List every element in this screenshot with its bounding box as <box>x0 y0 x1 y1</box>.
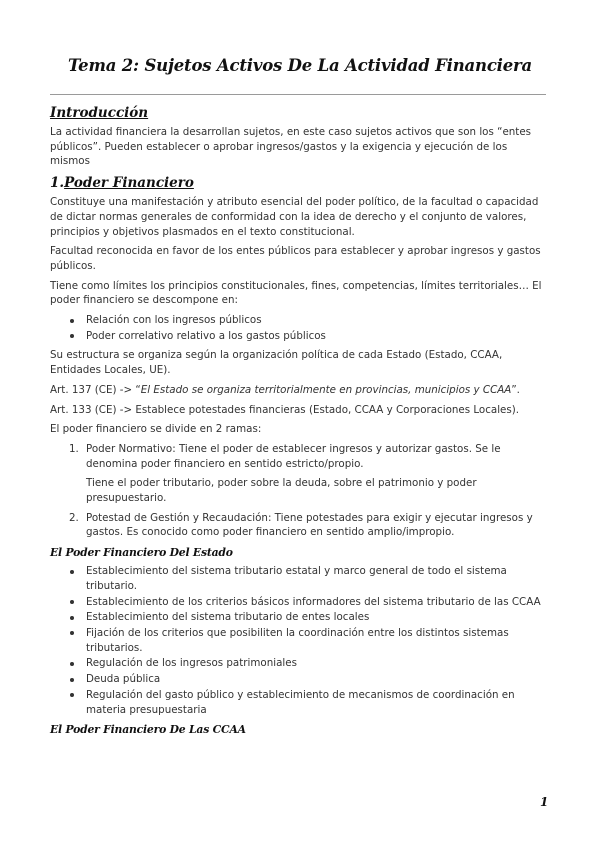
bullet-icon <box>70 334 74 338</box>
bullet-icon <box>70 600 74 604</box>
page-number: 1 <box>540 795 549 809</box>
document-body <box>50 104 550 741</box>
bullet-icon <box>70 693 74 697</box>
ramas-list <box>50 442 550 540</box>
list-item: Fijación de los criterios que posibiliten la coordinación entre los distintos sistemas tributarios. <box>50 626 550 655</box>
list-item: Poder correlativo relativo a los gastos públicos <box>50 329 550 344</box>
ccaa-heading: El Poder Financiero De Las CCAA <box>50 723 246 737</box>
poder-paragraph-2: Facultad reconocida en favor de los entes públicos para establecer y aprobar ingresos y gastos públicos. <box>50 245 541 272</box>
art-137-quote: El Estado se organiza territorialmente en provincias, municipios y CCAA <box>140 383 512 396</box>
bullet-icon <box>70 570 74 574</box>
document-title: Tema 2: Sujetos Activos De La Actividad Financiera <box>67 56 533 75</box>
estado-heading: El Poder Financiero Del Estado <box>50 546 233 560</box>
list-item: Deuda pública <box>50 672 550 687</box>
intro-heading: Introducción <box>50 105 149 121</box>
bullet-icon <box>70 319 74 323</box>
art-137-line: Art. 137 (CE) -> “El Estado se organiza territorialmente en provincias, municipios y CCAA”. <box>50 383 520 396</box>
art-133-line: Art. 133 (CE) -> Establece potestades financieras (Estado, CCAA y Corporaciones Locales). <box>50 403 520 416</box>
list-item: Relación con los ingresos públicos <box>50 313 550 328</box>
bullet-icon <box>70 678 74 682</box>
list-item: 1. Poder Normativo: Tiene el poder de establecer ingresos y autorizar gastos. Se le denomina poder financiero en sentido estricto/propio. Tiene el poder tributario, poder sobre la deuda, sobre el patrimonio y poder presupuestario. <box>50 442 550 506</box>
list-item: Establecimiento del sistema tributario de entes locales <box>50 610 550 625</box>
list-item: Establecimiento de los criterios básicos informadores del sistema tributario de las CCAA <box>50 595 550 610</box>
list-item: Regulación de los ingresos patrimoniales <box>50 656 550 671</box>
intro-text: La actividad financiera la desarrollan sujetos, en este caso sujetos activos que son los “entes públicos”. Pueden establecer o aprobar ingresos/gastos y la exigencia y ejecución de los mismos <box>50 126 532 168</box>
rama-1-extra: Tiene el poder tributario, poder sobre la deuda, sobre el patrimonio y poder presupuestario. <box>86 477 477 505</box>
list-item: Regulación del gasto público y establecimiento de mecanismos de coordinación en materia presupuestaria <box>50 688 550 717</box>
poder-paragraph-3: Tiene como límites los principios constitucionales, fines, competencias, límites territoriales… El poder financiero se descompone en: <box>50 279 542 307</box>
bullet-icon <box>70 662 74 666</box>
poder-paragraph-4: Su estructura se organiza según la organización política de cada Estado (Estado, CCAA, Entidades Locales, UE). <box>50 349 503 377</box>
poder-heading <box>50 174 550 192</box>
list-item: Establecimiento del sistema tributario estatal y marco general de todo el sistema tributario. <box>50 564 550 593</box>
poder-paragraph-5: El poder financiero se divide en 2 ramas: <box>50 423 262 436</box>
list-item: 2. Potestad de Gestión y Recaudación: Tiene potestades para exigir y ejecutar ingresos y gastos. Es conocido como poder financiero en sentido amplio/impropio. <box>69 511 533 539</box>
bullet-icon <box>70 616 74 620</box>
poder-bullet-list <box>50 313 550 343</box>
estado-bullet-list <box>50 564 550 717</box>
poder-heading-text: Poder Financiero <box>64 175 194 192</box>
bullet-icon <box>70 631 74 635</box>
poder-heading-number: 1. <box>50 175 65 192</box>
title-divider <box>50 94 546 95</box>
poder-paragraph-1: Constituye una manifestación y atributo esencial del poder político, de la facultad o capacidad de dictar normas generales de conformidad con la idea de derecho y el conjunto de valores, principios y objetivos plasmados en el texto constitucional. <box>50 196 539 238</box>
